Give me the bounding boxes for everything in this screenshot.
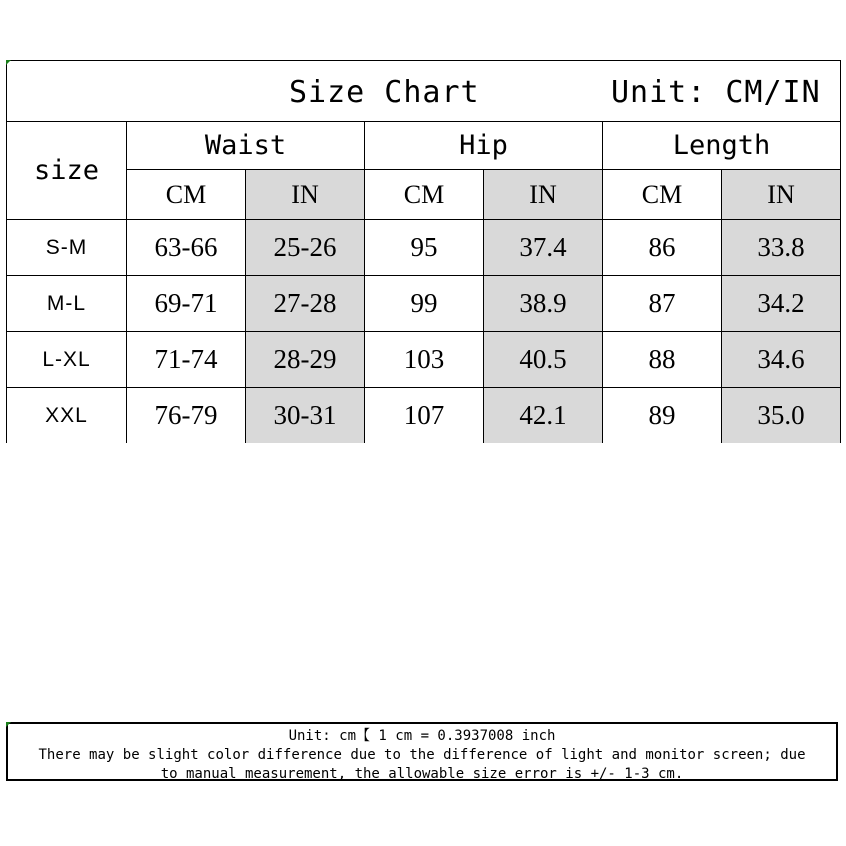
length-cm-cell: 88 xyxy=(603,332,722,388)
waist-in-cell: 27-28 xyxy=(246,276,365,332)
title-row xyxy=(7,61,841,122)
hip-in-cell: 38.9 xyxy=(484,276,603,332)
size-chart-sheet xyxy=(6,60,840,443)
sub-header-cm: CM xyxy=(603,170,722,220)
waist-cm-cell: 71-74 xyxy=(127,332,246,388)
group-header-hip: Hip xyxy=(365,122,603,170)
length-in-cell: 33.8 xyxy=(722,220,841,276)
hip-cm-cell: 99 xyxy=(365,276,484,332)
sub-header-cm: CM xyxy=(127,170,246,220)
hip-in-cell: 40.5 xyxy=(484,332,603,388)
size-cell: L-XL xyxy=(7,332,127,388)
table-row xyxy=(7,276,841,332)
size-column-header: size xyxy=(7,122,127,220)
sub-header-cm: CM xyxy=(365,170,484,220)
length-in-cell: 34.2 xyxy=(722,276,841,332)
sub-header-in: IN xyxy=(722,170,841,220)
table-row xyxy=(7,220,841,276)
waist-in-cell: 28-29 xyxy=(246,332,365,388)
waist-cm-cell: 76-79 xyxy=(127,388,246,444)
table-row xyxy=(7,388,841,444)
size-cell: S-M xyxy=(7,220,127,276)
length-cm-cell: 86 xyxy=(603,220,722,276)
size-chart-table xyxy=(6,60,841,443)
hip-in-cell: 42.1 xyxy=(484,388,603,444)
size-cell: M-L xyxy=(7,276,127,332)
chart-title: Size Chart xyxy=(289,75,480,110)
notes-box xyxy=(6,722,838,781)
group-header-row xyxy=(7,122,841,170)
length-cm-cell: 89 xyxy=(603,388,722,444)
length-in-cell: 34.6 xyxy=(722,332,841,388)
corner-mark xyxy=(6,722,11,727)
sub-header-in: IN xyxy=(246,170,365,220)
title-cell xyxy=(7,61,841,122)
table-row xyxy=(7,332,841,388)
waist-in-cell: 30-31 xyxy=(246,388,365,444)
hip-in-cell: 37.4 xyxy=(484,220,603,276)
sub-header-in: IN xyxy=(484,170,603,220)
note-disclaimer-line2: to manual measurement, the allowable size error is +/- 1-3 cm. xyxy=(160,766,684,782)
hip-cm-cell: 95 xyxy=(365,220,484,276)
note-unit-conversion: Unit: cm【 1 cm = 0.3937008 inch xyxy=(288,728,556,744)
note-disclaimer-line1: There may be slight color difference due to the difference of light and monitor screen; due xyxy=(38,747,806,763)
group-header-length: Length xyxy=(603,122,841,170)
hip-cm-cell: 103 xyxy=(365,332,484,388)
length-cm-cell: 87 xyxy=(603,276,722,332)
sub-header-row xyxy=(7,170,841,220)
length-in-cell: 35.0 xyxy=(722,388,841,444)
hip-cm-cell: 107 xyxy=(365,388,484,444)
unit-label: Unit: CM/IN xyxy=(611,75,821,110)
size-cell: XXL xyxy=(7,388,127,444)
waist-in-cell: 25-26 xyxy=(246,220,365,276)
waist-cm-cell: 69-71 xyxy=(127,276,246,332)
group-header-waist: Waist xyxy=(127,122,365,170)
waist-cm-cell: 63-66 xyxy=(127,220,246,276)
